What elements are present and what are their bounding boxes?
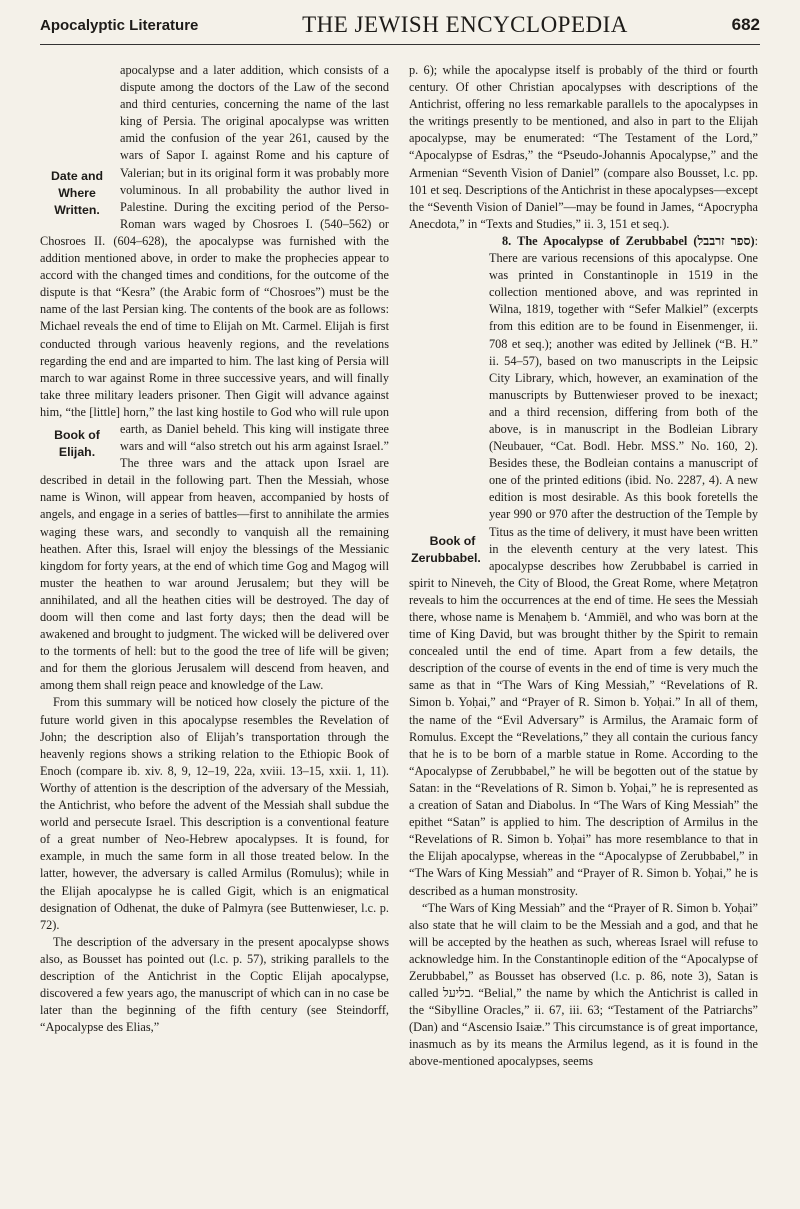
sidenote-date-where-written: Date and Where Written. — [51, 169, 103, 217]
paragraph-text: apocalypse and a later addition, which consists of a dispute among the doctors of the Law of the second and third centuries, concerning the name of the last king of Persia. The original apocalypse was written amid the confusion of the year 261, caused by the wars of Sapor I. against Rome and his capture of Valerian; but in its original form it was probably more voluminous. In all probability the author lived in Palestine. During the exciting period of the Perso-Roman wars waged by Chosroes I. (540–562) or Chosroes II. (604–628), the apocalypse was furnished with the addition mentioned above, in order to make the prophecies appear to accord with the changed times and conditions, for the outcome of the dispute is that “Kesra” (the Arabic form of “Chosroes”) must be the name of the last Persian king. The contents of the book are as follows: Michael reveals the end of time to Elijah on Mt. Carmel. Elijah is first conducted through various heavenly regions, and the revelations regarding the end and are imparted to him. The last king of Persia will march to war against Rome in three successive years, and will finally take three military leaders prisoner. Then Gigit will advance against him, “the [little] horn,” the last king hostile to God who will rule upon earth, as Daniel beheld. — [40, 63, 389, 436]
paragraph — [409, 233, 758, 900]
paragraph: “The Wars of King Messiah” and the “Prayer of R. Simon b. Yoḥai” also state that he will claim to be the Messiah and a god, and that he will be accepted by the heathen as such, whereas Israel will refuse to acknowledge him. In the Constantinople edition of the “Apocalypse of Zerubbabel,” as Bousset has observed (l.c. p. 86, note 3), Satan is called בליעל. “Belial,” the name by which the Antichrist is called in the “Sibylline Oracles,” ii. 67, iii. 63; “Testament of the Patriarchs” (Dan) and “Ascensio Isaiæ.” This circumstance is of great importance, inasmuch as by its means the Armilus legend, as it is found in the above-mentioned apocalypses, seems — [409, 900, 758, 1069]
paragraph-text: This king will instigate three wars and will “also stretch out his arm against Israel.” The three wars and the attack upon Israel are described in detail in the following part. Then the Messiah, whose name is Winon, will appear from heaven, accompanied by hosts of angels, and engage in a series of battles—first to annihilate the armies waging these wars, and secondly to vanquish all the remaining heathen. After this, Israel will enjoy the blessings of the Messianic kingdom for forty years, at the end of which time Gog and Magog will muster the heathen to war around Jerusalem; but they will be annihilated, and all the heathen cities will be destroyed. The day of doom will then come and last forty days; then the dead will be awakened and brought to judgment. The wicked will be delivered over to the torments of hell: but to the good the tree of life will be given; and for them the glorious Jerusalem will descend from heaven, and among them shall reign peace and knowledge of the Law. — [40, 421, 389, 693]
sidenote-book-of-zerubbabel: Book of Zerubbabel. — [411, 533, 481, 565]
section-heading: 8. The Apocalypse of Zerubbabel — [502, 233, 688, 248]
encyclopedia-title: THE JEWISH ENCYCLOPEDIA — [302, 12, 628, 37]
sidenote-book-of-elijah: Book of Elijah. — [54, 427, 100, 459]
left-column — [40, 62, 389, 1202]
paragraph: The description of the adversary in the present apocalypse shows also, as Bousset has pointed out (l.c. p. 57), striking parallels to the description of the Antichrist in the Coptic Elijah apocalypse, discovered a few years ago, the manuscript of which can in no case be later than the beginning of the fifth century (see Steindorff, “Apocalypse des Elias,” — [40, 934, 389, 1035]
page-header — [40, 6, 760, 45]
hebrew-title: (ספר זרבבל) — [693, 233, 755, 248]
paragraph: p. 6); while the apocalypse itself is probably of the third or fourth century. Of other Christian apocalypses with descriptions of the Antichrist, offering no less remarkable parallels to the apocalypses in the writings presently to be mentioned, and also in part to the Elijah apocalypse, may be enumerated: “The Testament of the Lord,” “Apocalypse of Esdras,” the “Pseudo-Johannis Apocalypse,” and the Armenian “Seventh Vision of Daniel” (compare also Bousset, l.c. pp. 101 et seq. Descriptions of the Antichrist in these apocalypses—except the “Seventh Vision of Daniel”—may be found in James, “Apocrypha Anecdota,” in “Texts and Studies,” ii. 3, 151 et seq.). — [409, 63, 758, 231]
paragraph: From this summary will be noticed how closely the picture of the future world given in this apocalypse resembles the Revelation of John; the description also of Elijah’s transportation through the heavenly regions shows a striking relation to the Ethiopic Book of Enoch (compare ib. xiv. 8, 9, 12–19, 22a, xviii. 13–15, xxii. 1, 11). Worthy of attention is the description of the adversary of the Messiah, the Antichrist, who before the advent of the Messiah shall subdue the world and persecute Israel. This description is a conventional feature of a great number of Neo-Hebrew apocalypses. It is found, for example, in much the same form in all those treated below. In the latter, however, the adversary is called Armilus (Romulus); while in the Elijah apocalypse he is called Gigit, which is an enigmatical designation of Odhenat, the duke of Palmyra (see Buttenwieser, l.c. p. 72). — [40, 695, 389, 932]
page-number: 682 — [731, 15, 760, 34]
paragraph — [40, 62, 389, 694]
paragraph-text: : There are various recensions of this apocalypse. One was printed in Constantinople in 1519 in the collection mentioned above, and was reprinted in Wilna, 1819, together with “Sefer Malkiel” (excerpts from this edition are to be found in Eisenmenger, ii. 708 et seq.); another was edited by Jellinek (“B. H.” ii. 54–57), based on two manuscripts in the Leipsic City Library, which, however, an examination of the manuscripts by Buttenwieser proved to be inexact; and a third recension, differing from both of the above, is in manuscript in the Bodleian Library (Neubauer, “Cat. Bodl. Hebr. MSS.” No. 160, 2). Besides these, the Bodleian contains a manuscript of one of the printed editions (ibid. No. 2287, 4). A new edition is most desirable. As this book foretells the year 990 or 970 after the destruction of the Temple by Titus as the time of delivery, it must have been written in the eleventh century at the very latest. This apocalypse describes how Zerubbabel is carried in spirit to Nineveh, the City of Blood, the Great Rome, where Meṭaṭron reveals to him the occurrences at the end of time. He sees the Messiah there, whose name is Menaḥem b. ‘Ammiël, and who was born at the time of King David, but was brought thither by the Spirit to remain concealed until the end of time. Apart from a few details, the description of the course of events in the end of time is very much the same as that in “The Wars of King Messiah,” “Revelations of R. Simon b. Yoḥai,” and “Prayer of R. Simon b. Yoḥai.” In all of them, the name of the “Evil Adversary” is Armilus, the Aramaic form of Romulus. Except the “Revelations,” they all contain the curious fancy that he is to be born of a marble statue in Rome. According to the “Apocalypse of Zerubbabel,” he will be begotten out of the statue by Satan: in the “Revelations of R. Simon b. Yoḥai,” he is represented as a creation of Satan and Diabolus. In “The Wars of King Messiah” the epithet “Satan” is applied to him. The description of Armilus in the “Revelations of R. Simon b. Yoḥai” has more resemblance to that in the Elijah apocalypse, whereas in the “Apocalypse of Zerubbabel,” in “The Wars of King Messiah” and “Prayer of R. Simon b. Yoḥai,” he is described as a human monstrosity. — [409, 233, 758, 898]
right-column — [409, 62, 758, 1202]
running-title-left: Apocalyptic Literature — [40, 16, 199, 34]
text-columns — [40, 62, 758, 1202]
